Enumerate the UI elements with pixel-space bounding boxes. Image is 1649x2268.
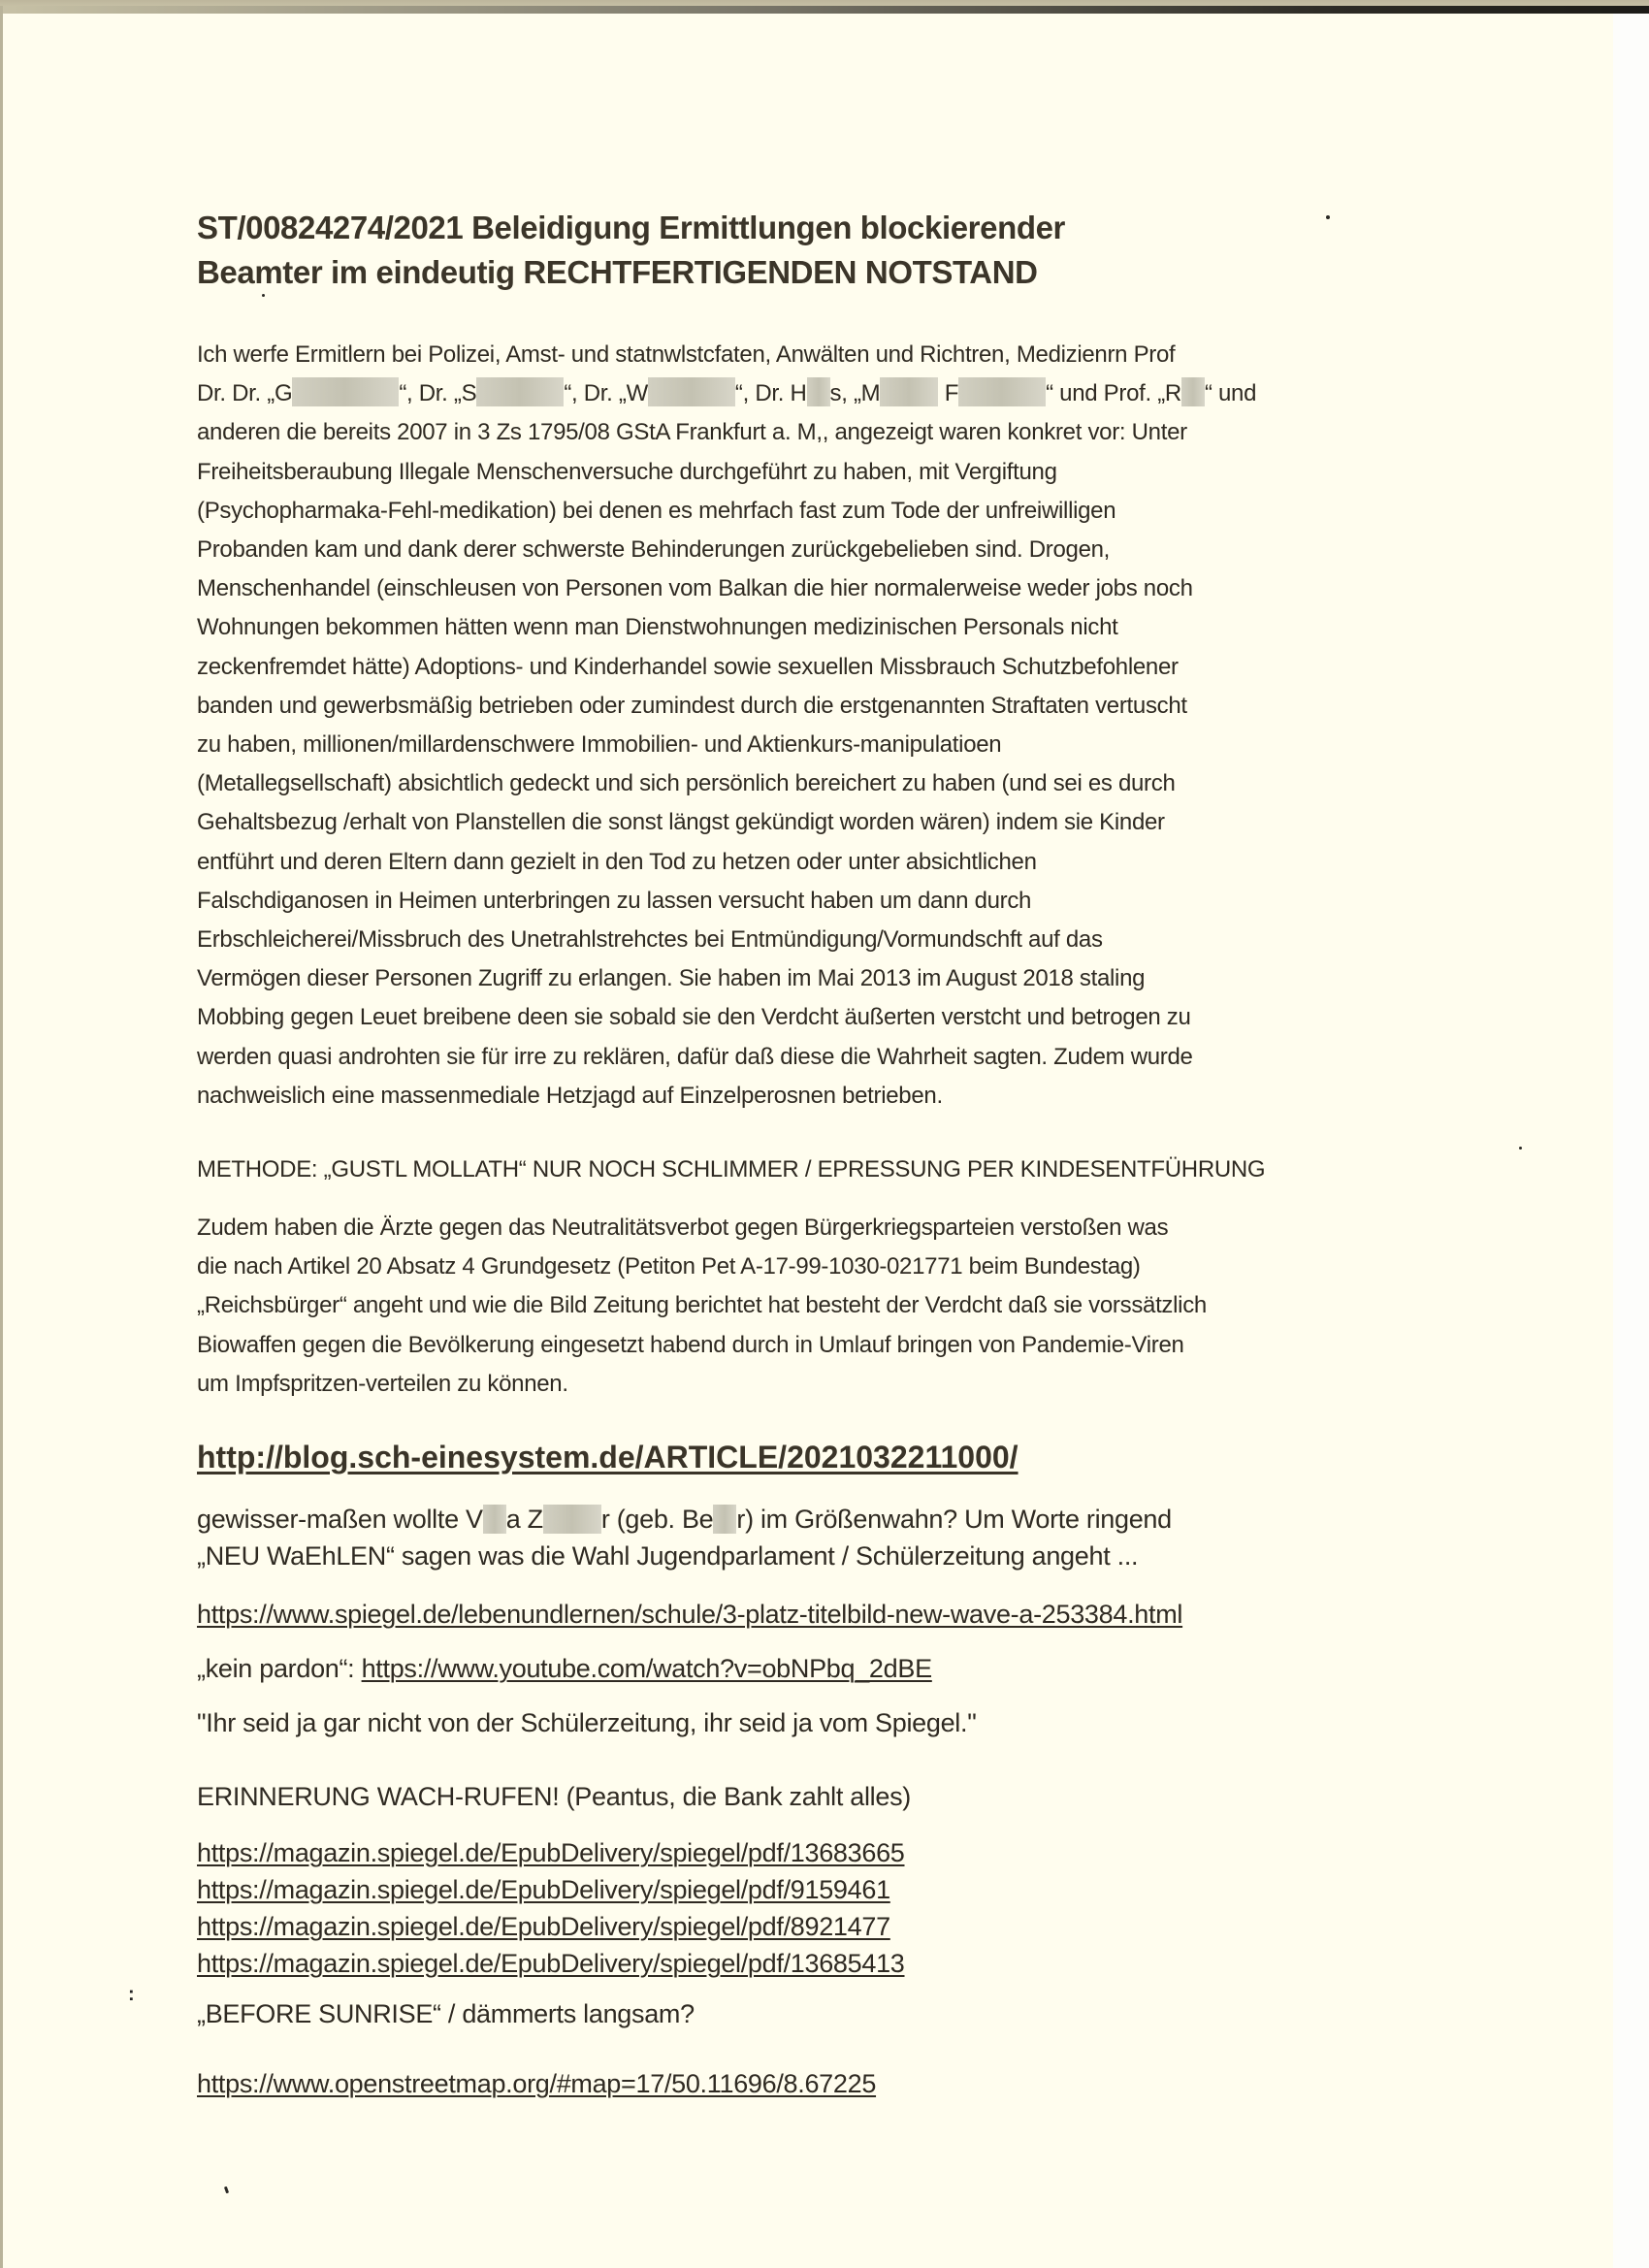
text-fragment: gewisser-maßen wollte V: [197, 1505, 483, 1535]
text-fragment: “, Dr. H: [734, 380, 807, 407]
paragraph-line: werden quasi androhten sie für irre zu reklären, dafür daß diese die Wahrheit sagten. Zudem wurde: [197, 1043, 1193, 1070]
redaction-block: [807, 377, 830, 406]
paragraph-line: banden und gewerbsmäßig betrieben oder zumindest durch die erstgenannten Straftaten vertuscht: [197, 692, 1187, 719]
youtube-link[interactable]: https://www.youtube.com/watch?v=obNPbq_2dBE: [361, 1654, 932, 1684]
redaction-block: [1181, 377, 1205, 406]
paragraph-line: entführt und deren Eltern dann gezielt in den Tod zu hetzen oder unter absichtlichen: [197, 848, 1037, 875]
text-fragment: “, Dr. „W: [564, 380, 648, 407]
magazin-link[interactable]: https://magazin.spiegel.de/EpubDelivery/spiegel/pdf/13685413: [197, 1949, 905, 1979]
blog-article-link[interactable]: http://blog.sch-einesystem.de/ARTICLE/2021032211000/: [197, 1440, 1018, 1475]
text-line-with-redactions: [197, 1501, 1458, 1538]
title-line: ST/00824274/2021 Beleidigung Ermittlungen blockierender: [197, 210, 1065, 245]
paragraph-line: Wohnungen bekommen hätten wenn man Dienstwohnungen medizinischen Personals nicht: [197, 614, 1118, 641]
paragraph-line: Vermögen dieser Personen Zugriff zu erlangen. Sie haben im Mai 2013 im August 2018 staling: [197, 965, 1146, 992]
text-fragment: a Z: [505, 1505, 543, 1535]
text-line: „NEU WaEhLEN“ sagen was die Wahl Jugendparlament / Schülerzeitung angeht ...: [197, 1541, 1139, 1571]
paragraph-line: Probanden kam und dank derer schwerste Behinderungen zurückgebelieben sind. Drogen,: [197, 536, 1111, 564]
paragraph-line: Erbschleicherei/Missbruch des Unetrahlstrehctes bei Entmündigung/Vormundschft auf das: [197, 926, 1103, 954]
magazin-link[interactable]: https://magazin.spiegel.de/EpubDelivery/spiegel/pdf/8921477: [197, 1912, 890, 1942]
title-line: Beamter im eindeutig RECHTFERTIGENDEN NOTSTAND: [197, 254, 1038, 290]
paragraph-line: Falschdiganosen in Heimen unterbringen zu lassen versucht haben um dann durch: [197, 887, 1032, 914]
paragraph-line: zu haben, millionen/millardenschwere Immobilien- und Aktienkurs-manipulatioen: [197, 731, 1002, 759]
magazin-link[interactable]: https://magazin.spiegel.de/EpubDelivery/spiegel/pdf/9159461: [197, 1875, 890, 1905]
paragraph-line: „Reichsbürger“ angeht und wie die Bild Zeitung berichtet hat besteht der Verdcht daß sie vorssätzlich: [197, 1292, 1207, 1319]
redaction-block: [880, 377, 938, 406]
paragraph-line: die nach Artikel 20 Absatz 4 Grundgesetz (Petiton Pet A-17-99-1030-021771 beim Bundestag): [197, 1253, 1141, 1280]
paragraph-line: (Metallegsellschaft) absichtlich gedeckt und sich persönlich bereichert zu haben (und sei es durch: [197, 770, 1176, 797]
paragraph-line: um Impfspritzen-verteilen zu können.: [197, 1370, 568, 1397]
paragraph-line: (Psychopharmaka-Fehl-medikation) bei denen es mehrfach fast zum Tode der unfreiwilligen: [197, 497, 1116, 524]
kein-pardon-label: „kein pardon“:: [197, 1654, 362, 1684]
text-fragment: s, „M: [829, 380, 881, 407]
paragraph-line: Zudem haben die Ärzte gegen das Neutralitätsverbot gegen Bürgerkriegsparteien verstoßen was: [197, 1215, 1169, 1242]
paragraph-line-with-redactions: [197, 374, 1458, 413]
redaction-block: [292, 377, 399, 406]
accusation-paragraph: [197, 336, 1458, 1116]
redaction-block: [483, 1505, 506, 1534]
paragraph-line: anderen die bereits 2007 in 3 Zs 1795/08 GStA Frankfurt a. M,, angezeigt waren konkret vor: Unter: [197, 419, 1187, 446]
before-sunrise-text: „BEFORE SUNRISE“ / dämmerts langsam?: [197, 1999, 695, 2029]
document-title: [197, 206, 1458, 295]
text-fragment: r (geb. Be: [600, 1505, 714, 1535]
paragraph-line: Biowaffen gegen die Bevölkerung eingesetzt habend durch in Umlauf bringen von Pandemie-Viren: [197, 1331, 1184, 1358]
paragraph-line: Gehaltsbezug /erhalt von Planstellen die sonst längst gekündigt worden wären) indem sie Kinder: [197, 809, 1165, 836]
text-fragment: F: [938, 380, 959, 407]
methode-heading: METHODE: „GUSTL MOLLATH“ NUR NOCH SCHLIMMER / EPRESSUNG PER KINDESENTFÜHRUNG: [197, 1156, 1266, 1183]
scan-margin-strip: [1613, 14, 1649, 2268]
text-fragment: “, Dr. „S: [399, 380, 477, 407]
margin-colon-mark: :: [128, 1984, 135, 2006]
kein-pardon-line: [197, 1650, 1458, 1687]
redaction-block: [713, 1505, 736, 1534]
text-fragment: Dr. Dr. „G: [197, 380, 293, 407]
text-fragment: “ und Prof. „R: [1046, 380, 1181, 407]
paragraph-line: Freiheitsberaubung Illegale Menschenversuche durchgeführt zu haben, mit Vergiftung: [197, 458, 1057, 485]
scan-speck: [1519, 1147, 1522, 1150]
paragraph-line: nachweislich eine massenmediale Hetzjagd auf Einzelperosnen betrieben.: [197, 1082, 943, 1109]
text-fragment: “ und: [1204, 380, 1257, 407]
magazin-links-list: [197, 1834, 1458, 1982]
redaction-block: [958, 377, 1046, 406]
openstreetmap-link[interactable]: https://www.openstreetmap.org/#map=17/50.11696/8.67225: [197, 2069, 877, 2099]
magazin-link[interactable]: https://magazin.spiegel.de/EpubDelivery/spiegel/pdf/13683665: [197, 1838, 905, 1868]
paragraph-line: zeckenfremdet hätte) Adoptions- und Kinderhandel sowie sexuellen Missbrauch Schutzbefohlener: [197, 653, 1179, 680]
gewisser-text: [197, 1501, 1458, 1574]
spiegel-article-link[interactable]: https://www.spiegel.de/lebenundlernen/schule/3-platz-titelbild-new-wave-a-253384.html: [197, 1600, 1183, 1630]
second-paragraph: [197, 1209, 1458, 1404]
text-fragment: r) im Größenwahn? Um Worte ringend: [736, 1505, 1172, 1535]
paragraph-line: Mobbing gegen Leuet breibene deen sie sobald sie den Verdcht äußerten verstcht und betrogen zu: [197, 1004, 1191, 1031]
redaction-block: [648, 377, 735, 406]
paragraph-line: Ich werfe Ermitlern bei Polizei, Amst- und statnwlstcfaten, Anwälten und Richtren, Medizienrn Prof: [197, 341, 1176, 368]
before-sunrise-row: [128, 1984, 1458, 2032]
redaction-block: [543, 1505, 601, 1534]
quote-text: "Ihr seid ja gar nicht von der Schülerzeitung, ihr seid ja vom Spiegel.": [197, 1708, 977, 1738]
paragraph-line: Menschenhandel (einschleusen von Personen vom Balkan die hier normalerweise weder jobs noch: [197, 575, 1193, 602]
redaction-block: [476, 377, 564, 406]
erinnerung-heading: ERINNERUNG WACH-RUFEN! (Peantus, die Bank zahlt alles): [197, 1782, 911, 1812]
